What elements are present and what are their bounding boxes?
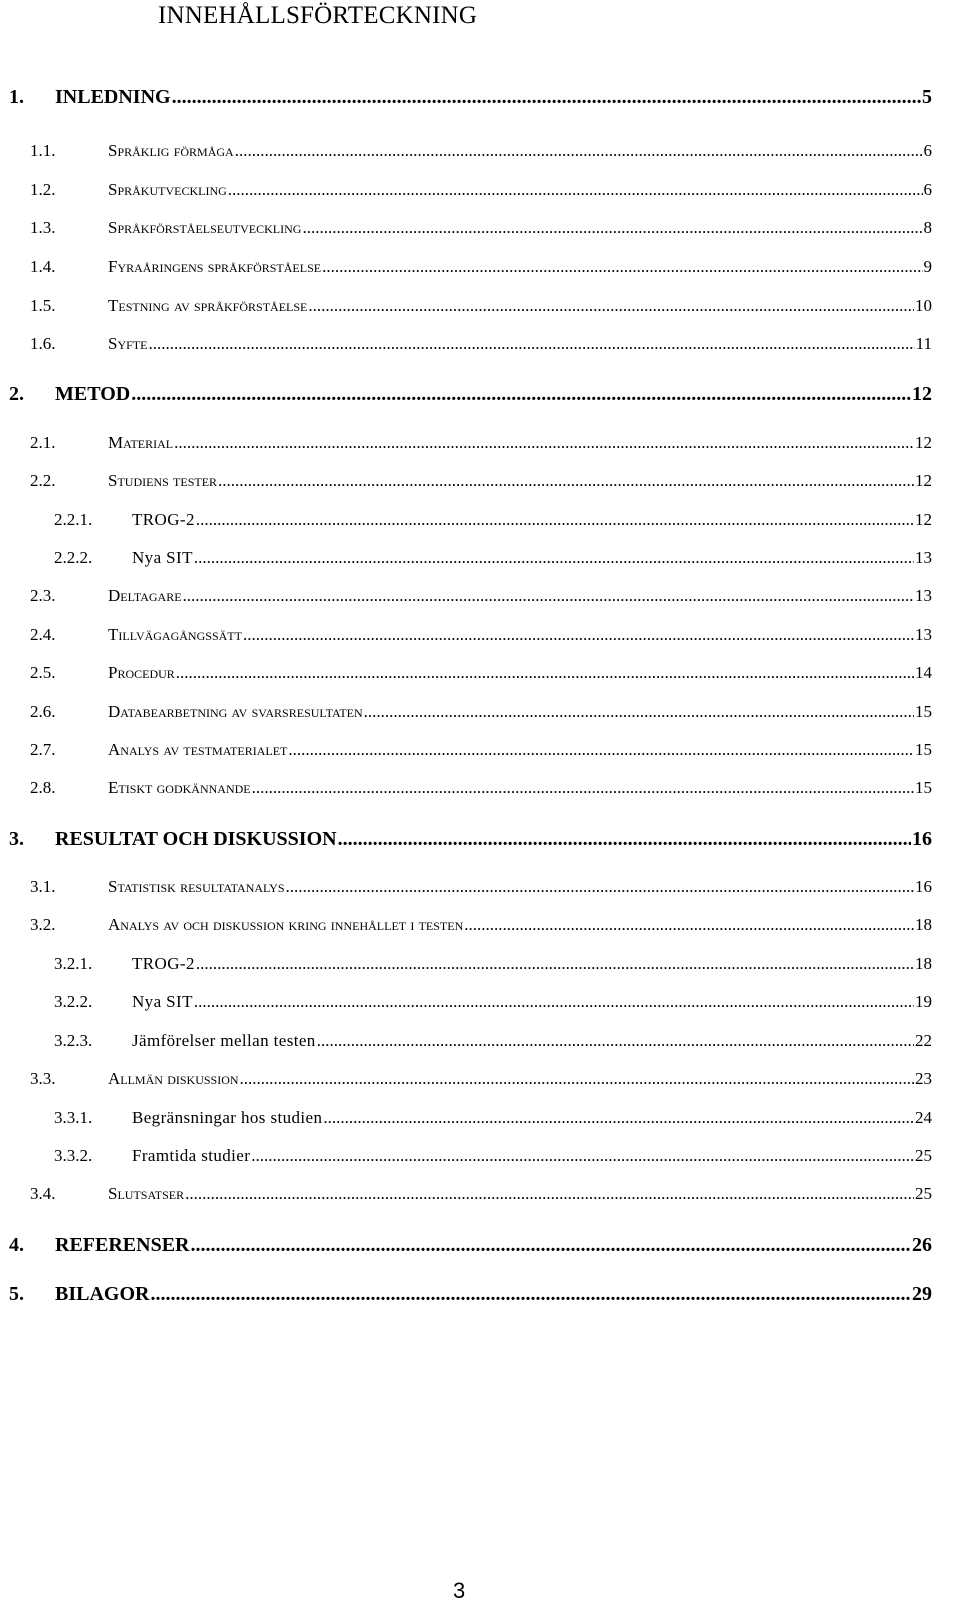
toc-entry-number: 2.2.2.	[54, 548, 93, 567]
toc-entry-page: 5	[922, 86, 932, 108]
toc-entry[interactable]	[54, 992, 932, 1012]
toc-entry-title: Jämförelser mellan testen	[132, 1031, 316, 1050]
toc-entry-page: 24	[915, 1108, 932, 1127]
toc-entry-number: 4.	[9, 1234, 24, 1256]
toc-dot-leader	[194, 548, 914, 568]
toc-entry[interactable]	[30, 433, 932, 453]
toc-entry-title: RESULTAT OCH DISKUSSION	[55, 828, 337, 850]
toc-entry-title: Etiskt godkännande	[108, 778, 251, 797]
toc-entry-number: 2.8.	[30, 778, 56, 797]
toc-entry[interactable]	[9, 1234, 932, 1257]
toc-entry-number: 1.5.	[30, 296, 56, 315]
toc-entry-title: INLEDNING	[55, 86, 171, 108]
toc-entry-title: Testning av språkförståelse	[108, 296, 308, 315]
page-number: 3	[453, 1578, 466, 1603]
toc-entry[interactable]	[30, 663, 932, 683]
toc-entry-page: 6	[923, 180, 932, 199]
toc-entry-page: 22	[915, 1031, 932, 1050]
toc-entry-number: 3.1.	[30, 877, 56, 896]
toc-entry-page: 16	[912, 828, 932, 850]
toc-dot-leader	[228, 180, 923, 200]
toc-entry[interactable]	[9, 86, 932, 109]
toc-dot-leader	[218, 471, 914, 491]
toc-entry-title: Fyraåringens språkförståelse	[108, 257, 322, 276]
toc-entry-page: 10	[915, 296, 932, 315]
toc-entry[interactable]	[30, 915, 932, 935]
toc-dot-leader	[183, 586, 914, 606]
toc-dot-leader	[196, 954, 914, 974]
toc-entry-number: 3.	[9, 828, 24, 850]
toc-entry-number: 3.2.2.	[54, 992, 93, 1011]
toc-entry-number: 1.4.	[30, 257, 56, 276]
toc-entry-title: Språkförståelseutveckling	[108, 218, 302, 237]
toc-entry-page: 13	[915, 586, 932, 605]
toc-dot-leader	[190, 1234, 911, 1257]
toc-entry-number: 3.3.2.	[54, 1146, 93, 1165]
toc-entry-number: 2.3.	[30, 586, 56, 605]
toc-entry-title: Nya SIT	[132, 548, 193, 567]
toc-entry[interactable]	[30, 702, 932, 722]
toc-dot-leader	[174, 433, 914, 453]
toc-entry-title: Begränsningar hos studien	[132, 1108, 323, 1127]
toc-entry-page: 9	[923, 257, 932, 276]
toc-entry-number: 1.	[9, 86, 24, 108]
toc-entry[interactable]	[30, 740, 932, 760]
toc-entry-number: 5.	[9, 1283, 24, 1305]
toc-entry-title: REFERENSER	[55, 1234, 190, 1256]
toc-entry[interactable]	[30, 218, 932, 238]
toc-entry[interactable]	[30, 257, 932, 277]
toc-entry[interactable]	[9, 1283, 932, 1306]
toc-entry-page: 15	[915, 740, 932, 759]
toc-entry-page: 8	[923, 218, 932, 237]
toc-entry[interactable]	[30, 296, 932, 316]
toc-dot-leader	[322, 257, 922, 277]
toc-entry-page: 25	[915, 1146, 932, 1165]
toc-entry-number: 2.2.	[30, 471, 56, 490]
toc-entry-page: 12	[915, 510, 932, 529]
toc-dot-leader	[286, 877, 914, 897]
toc-entry-title: Allmän diskussion	[108, 1069, 239, 1088]
toc-dot-leader	[150, 1283, 911, 1306]
toc-dot-leader	[308, 296, 914, 316]
toc-dot-leader	[251, 1146, 914, 1166]
toc-dot-leader	[317, 1031, 914, 1051]
toc-entry-title: Slutsatser	[108, 1184, 185, 1203]
toc-entry-page: 15	[915, 702, 932, 721]
toc-entry-number: 2.5.	[30, 663, 56, 682]
toc-entry-number: 1.6.	[30, 334, 56, 353]
toc-entry-page: 13	[915, 625, 932, 644]
toc-entry-title: Analys av testmaterialet	[108, 740, 288, 759]
toc-entry-number: 2.2.1.	[54, 510, 93, 529]
toc-entry[interactable]	[30, 586, 932, 606]
toc-entry-number: 3.2.3.	[54, 1031, 93, 1050]
toc-entry[interactable]	[30, 877, 932, 897]
toc-entry[interactable]	[30, 180, 932, 200]
toc-dot-leader	[235, 141, 923, 161]
toc-entry-number: 2.4.	[30, 625, 56, 644]
toc-entry-number: 1.3.	[30, 218, 56, 237]
toc-entry-page: 12	[915, 433, 932, 452]
toc-entry-number: 1.2.	[30, 180, 56, 199]
toc-dot-leader	[172, 86, 921, 109]
toc-dot-leader	[464, 915, 914, 935]
toc-entry-page: 16	[915, 877, 932, 896]
toc-dot-leader	[243, 625, 914, 645]
toc-entry-title: Språklig förmåga	[108, 141, 234, 160]
toc-dot-leader	[131, 383, 911, 406]
toc-entry-number: 3.4.	[30, 1184, 56, 1203]
toc-dot-leader	[288, 740, 914, 760]
toc-entry[interactable]	[54, 1031, 932, 1051]
toc-entry-title: Studiens tester	[108, 471, 218, 490]
toc-dot-leader	[176, 663, 914, 683]
toc-entry-number: 3.3.1.	[54, 1108, 93, 1127]
toc-dot-leader	[194, 992, 914, 1012]
toc-entry-title: Syfte	[108, 334, 148, 353]
toc-entry[interactable]	[30, 334, 932, 354]
toc-dot-leader	[302, 218, 922, 238]
toc-entry[interactable]	[54, 954, 932, 974]
toc-entry-number: 2.6.	[30, 702, 56, 721]
toc-entry-page: 19	[915, 992, 932, 1011]
toc-entry-number: 3.2.	[30, 915, 56, 934]
toc-entry[interactable]	[54, 1146, 932, 1166]
toc-entry-number: 1.1.	[30, 141, 56, 160]
toc-entry[interactable]	[54, 548, 932, 568]
toc-entry[interactable]	[30, 778, 932, 798]
toc-entry-page: 23	[915, 1069, 932, 1088]
toc-entry-page: 25	[915, 1184, 932, 1203]
toc-dot-leader	[185, 1184, 914, 1204]
toc-entry[interactable]	[30, 471, 932, 491]
toc-entry-title: Språkutveckling	[108, 180, 227, 199]
toc-dot-leader	[196, 510, 914, 530]
toc-entry-page: 29	[912, 1283, 932, 1305]
toc-entry-page: 15	[915, 778, 932, 797]
toc-entry[interactable]	[54, 1108, 932, 1128]
toc-dot-leader	[323, 1108, 914, 1128]
toc-entry-title: Nya SIT	[132, 992, 193, 1011]
toc-entry-page: 18	[915, 954, 932, 973]
toc-entry-title: TROG-2	[132, 954, 195, 973]
toc-entry-title: Framtida studier	[132, 1146, 251, 1165]
toc-entry[interactable]	[30, 1069, 932, 1089]
toc-entry-page: 6	[923, 141, 932, 160]
toc-dot-leader	[338, 828, 911, 851]
toc-entry-title: Databearbetning av svarsresultaten	[108, 702, 363, 721]
toc-dot-leader	[252, 778, 914, 798]
toc-entry-page: 13	[915, 548, 932, 567]
toc-entry[interactable]	[30, 1184, 932, 1204]
toc-entry-title: Material	[108, 433, 174, 452]
toc-entry-page: 26	[912, 1234, 932, 1256]
toc-dot-leader	[364, 702, 914, 722]
toc-dot-leader	[240, 1069, 914, 1089]
toc-entry-title: METOD	[55, 383, 131, 405]
toc-entry-title: TROG-2	[132, 510, 195, 529]
toc-entry[interactable]	[30, 625, 932, 645]
toc-entry-title: Deltagare	[108, 586, 182, 605]
toc-entry-page: 18	[915, 915, 932, 934]
toc-entry-number: 3.3.	[30, 1069, 56, 1088]
toc-entry-title: Procedur	[108, 663, 175, 682]
toc-entry-number: 2.	[9, 383, 24, 405]
toc-entry-page: 11	[915, 334, 932, 353]
toc-entry-title: BILAGOR	[55, 1283, 150, 1305]
toc-entry-number: 3.2.1.	[54, 954, 93, 973]
toc-entry-title: Tillvägagångssätt	[108, 625, 242, 644]
toc-entry-title: Analys av och diskussion kring innehållet i testen	[108, 915, 464, 934]
toc-entry-page: 14	[915, 663, 932, 682]
toc-entry-page: 12	[912, 383, 932, 405]
toc-entry-page: 12	[915, 471, 932, 490]
toc-entry[interactable]	[54, 510, 932, 530]
page-title: INNEHÅLLSFÖRTECKNING	[158, 2, 478, 29]
toc-entry-number: 2.7.	[30, 740, 56, 759]
toc-entry-number: 2.1.	[30, 433, 56, 452]
toc-entry[interactable]	[9, 383, 932, 406]
toc-entry[interactable]	[9, 828, 932, 851]
toc-dot-leader	[148, 334, 914, 354]
toc-entry[interactable]	[30, 141, 932, 161]
toc-entry-title: Statistisk resultatanalys	[108, 877, 285, 896]
